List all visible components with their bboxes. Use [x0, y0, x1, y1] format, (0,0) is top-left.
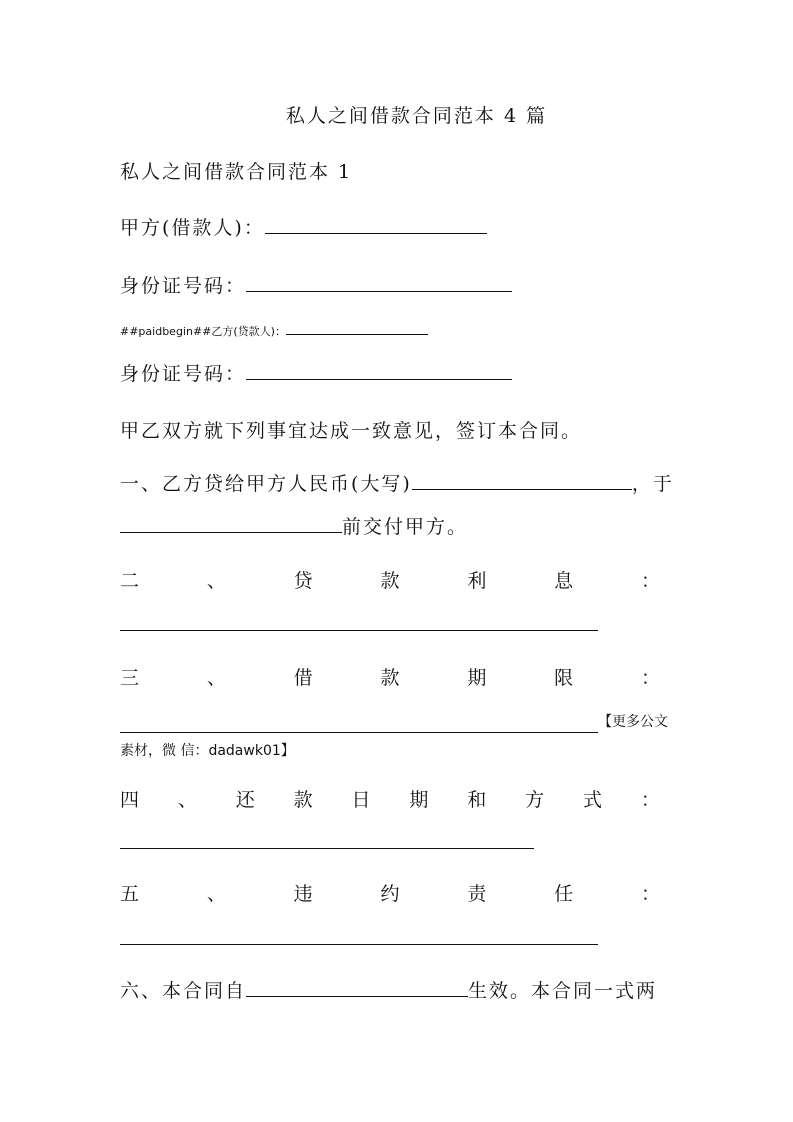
clause-3-note-2: 素材，微 信：dadawk01】	[120, 743, 295, 759]
clause-5-char: 责	[467, 883, 487, 905]
clause-5-char: 约	[380, 883, 400, 905]
term-blank	[120, 732, 598, 733]
id-number-label-2: 身份证号码：	[120, 363, 247, 385]
clause-4-char: 还	[235, 789, 255, 811]
clause-1-text-3: 前交付甲方。	[342, 516, 469, 538]
id-number-line-2	[120, 360, 512, 388]
clause-2-char: 利	[467, 570, 487, 592]
clause-2-char: 贷	[293, 570, 313, 592]
clause-6-text-2: 生效。本合同一式两	[468, 980, 658, 1002]
party-b-blank	[286, 334, 428, 335]
clause-4-heading	[120, 786, 660, 814]
clause-5-char: 、	[206, 883, 226, 905]
party-a-line	[120, 214, 487, 242]
id-number-line	[120, 272, 512, 300]
liability-blank	[120, 944, 598, 945]
delivery-date-blank	[120, 532, 342, 533]
clause-3-heading	[120, 664, 660, 692]
party-b-line	[120, 318, 428, 346]
section-heading: 私人之间借款合同范本 1	[120, 161, 353, 183]
id-number-label: 身份证号码：	[120, 275, 247, 297]
clause-4-char: 和	[467, 789, 487, 811]
clause-2-char: 息	[554, 570, 574, 592]
clause-3-char: ：	[640, 667, 660, 689]
clause-3-char: 三	[120, 667, 140, 689]
document-title: 私人之间借款合同范本 4 篇	[285, 105, 548, 127]
paid-marker: ##paidbegin##乙方(贷款人)：	[120, 325, 286, 338]
clause-2-char: 二	[120, 570, 140, 592]
party-a-blank	[265, 233, 487, 234]
clause-4-char: 、	[177, 789, 197, 811]
clause-3-char: 款	[380, 667, 400, 689]
clause-1-line-2	[120, 513, 468, 541]
party-a-label: 甲方(借款人)：	[120, 217, 265, 239]
effective-date-blank	[246, 996, 468, 997]
clause-1-line-1	[120, 470, 674, 498]
clause-1-text-1: 一、乙方贷给甲方人民币(大写)	[120, 473, 412, 495]
clause-2-char: 款	[380, 570, 400, 592]
clause-5-char: 五	[120, 883, 140, 905]
clause-5-char: 违	[293, 883, 313, 905]
clause-3-char: 限	[554, 667, 574, 689]
clause-5-char: 任	[554, 883, 574, 905]
clause-4-char: 款	[293, 789, 313, 811]
clause-1-text-2: ，于	[631, 473, 674, 495]
clause-4-char: 式	[583, 789, 603, 811]
clause-4-char: 方	[525, 789, 545, 811]
clause-2-char: 、	[206, 570, 226, 592]
clause-2-heading	[120, 567, 660, 595]
loan-amount-blank	[412, 489, 632, 490]
clause-5-char: ：	[640, 883, 660, 905]
clause-3-char: 、	[206, 667, 226, 689]
clause-2-char: ：	[640, 570, 660, 592]
id-number-blank	[246, 291, 512, 292]
id-number-blank-2	[246, 379, 512, 380]
interest-blank	[120, 630, 598, 631]
agreement-sentence: 甲乙双方就下列事宜达成一致意见，签订本合同。	[120, 420, 583, 442]
repayment-blank	[120, 848, 534, 849]
clause-4-char: 四	[120, 789, 140, 811]
clause-5-heading	[120, 880, 660, 908]
clause-3-char: 借	[293, 667, 313, 689]
clause-6-text-1: 六、本合同自	[120, 980, 247, 1002]
clause-4-char: ：	[640, 789, 660, 811]
clause-4-char: 日	[351, 789, 371, 811]
clause-4-char: 期	[409, 789, 429, 811]
clause-6-line	[120, 977, 657, 1005]
clause-3-note-1: 【更多公文	[598, 714, 668, 730]
clause-3-char: 期	[467, 667, 487, 689]
